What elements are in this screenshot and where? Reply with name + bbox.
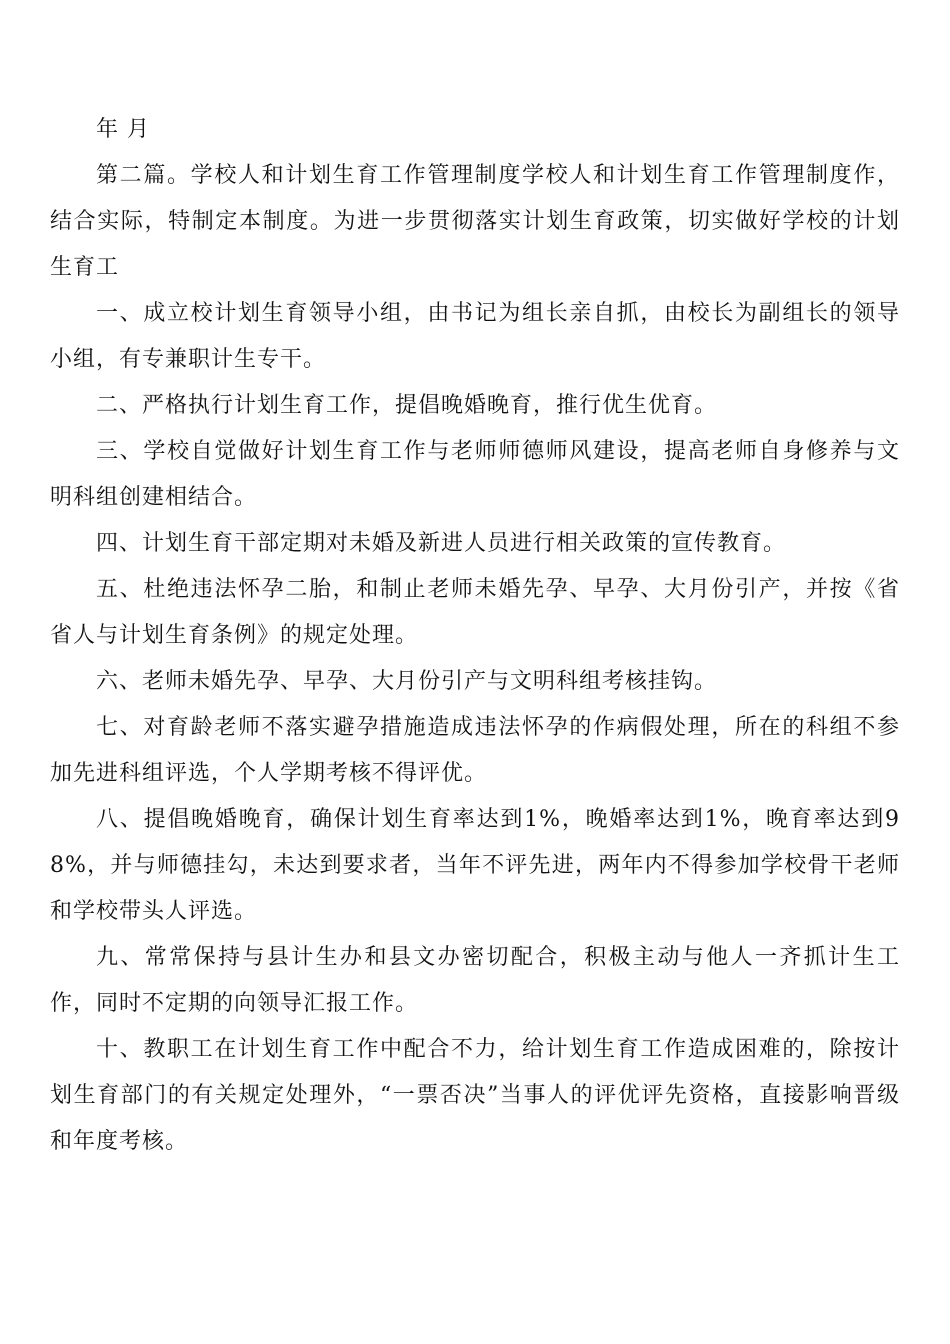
date-line: 年 月 bbox=[96, 117, 150, 142]
paragraph-item-7: 七、对育龄老师不落实避孕措施造成违法怀孕的作病假处理，所在的科组不参加先进科组评选，个人学期考核不得评优。 bbox=[50, 715, 900, 786]
document-body bbox=[50, 107, 900, 1165]
paragraph-item-3: 三、学校自觉做好计划生育工作与老师师德师风建设，提高老师自身修养与文明科组创建相结合。 bbox=[50, 439, 900, 510]
paragraph-item-5: 五、杜绝违法怀孕二胎，和制止老师未婚先孕、早孕、大月份引产，并按《省省人与计划生育条例》的规定处理。 bbox=[50, 577, 900, 648]
paragraph-intro: 第二篇。学校人和计划生育工作管理制度学校人和计划生育工作管理制度作，结合实际，特制定本制度。为进一步贯彻落实计划生育政策，切实做好学校的计划生育工 bbox=[50, 163, 900, 280]
paragraph-item-1: 一、成立校计划生育领导小组，由书记为组长亲自抓，由校长为副组长的领导小组，有专兼职计生专干。 bbox=[50, 301, 900, 372]
paragraph-item-8: 八、提倡晚婚晚育，确保计划生育率达到1%，晚婚率达到1%，晚育率达到98%，并与师德挂勾，未达到要求者，当年不评先进，两年内不得参加学校骨干老师和学校带头人评选。 bbox=[50, 807, 900, 924]
paragraph-item-9: 九、常常保持与县计生办和县文办密切配合，积极主动与他人一齐抓计生工作，同时不定期的向领导汇报工作。 bbox=[50, 945, 900, 1016]
paragraph-item-2: 二、严格执行计划生育工作，提倡晚婚晚育，推行优生优育。 bbox=[96, 393, 718, 418]
paragraph-item-6: 六、老师未婚先孕、早孕、大月份引产与文明科组考核挂钩。 bbox=[96, 669, 718, 694]
paragraph-item-10: 十、教职工在计划生育工作中配合不力，给计划生育工作造成困难的，除按计划生育部门的有关规定处理外，“一票否决”当事人的评优评先资格，直接影响晋级和年度考核。 bbox=[50, 1037, 900, 1154]
paragraph-item-4: 四、计划生育干部定期对未婚及新进人员进行相关政策的宣传教育。 bbox=[96, 531, 787, 556]
